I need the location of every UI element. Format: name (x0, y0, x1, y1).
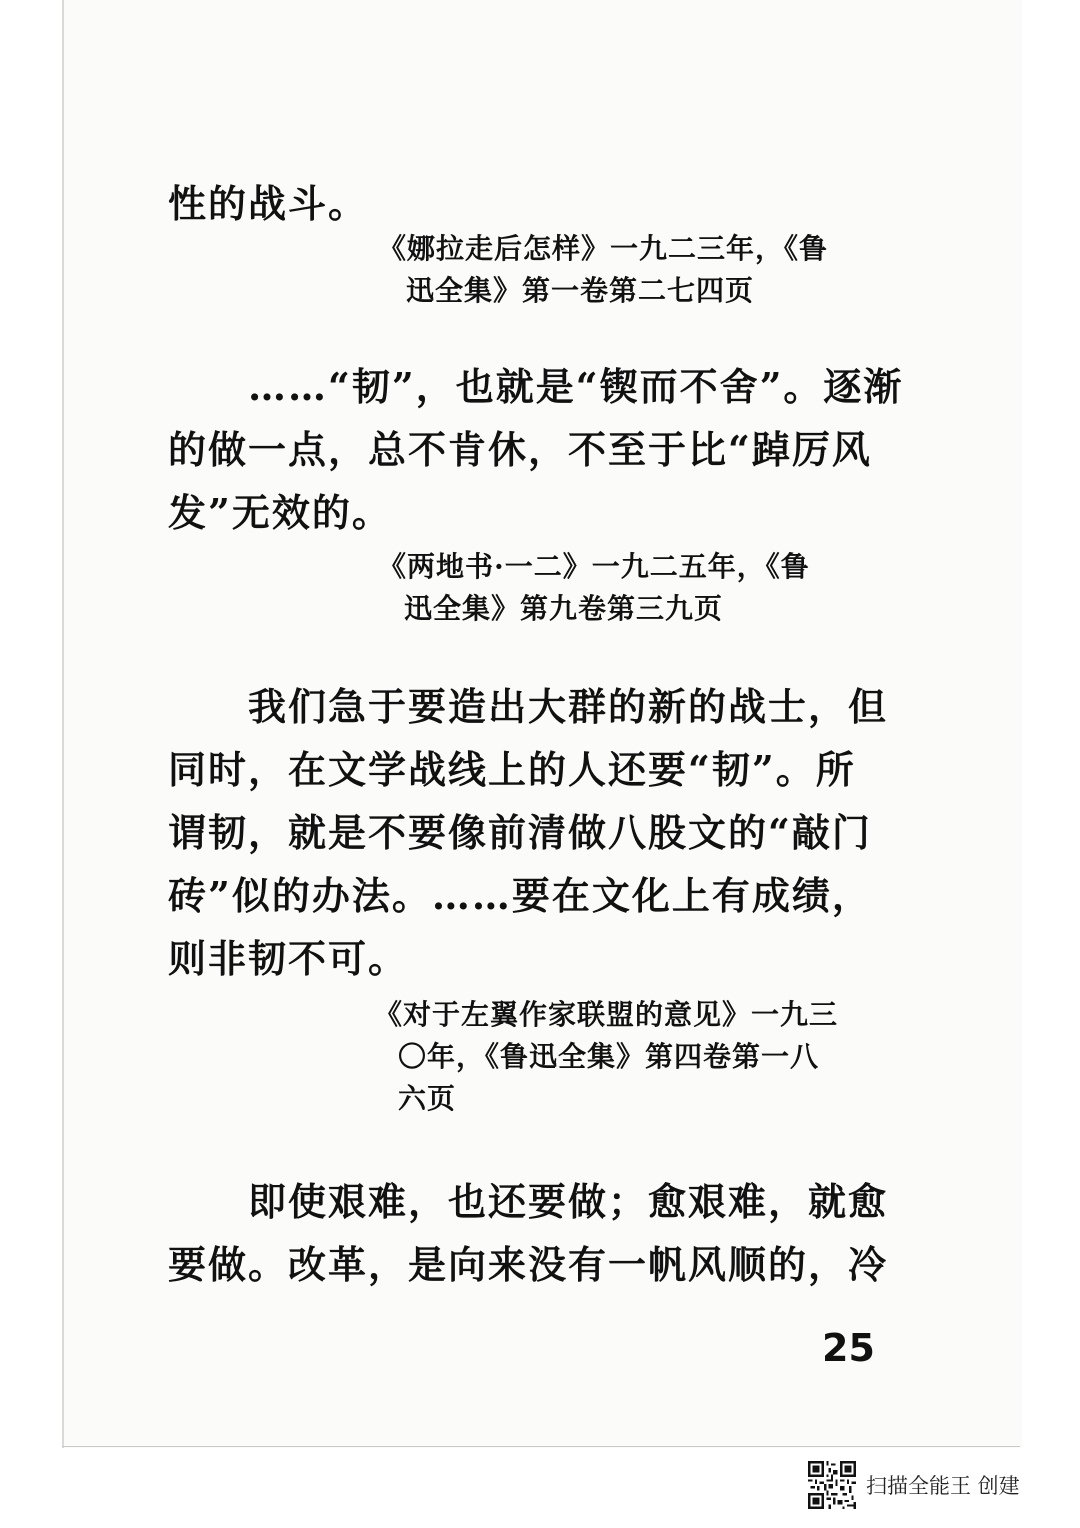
text-line: 要做。改革，是向来没有一帆风顺的，冷 (168, 1242, 889, 1287)
quote-text (168, 172, 908, 235)
watermark-text: 扫描全能王 创建 (866, 1474, 1020, 1498)
citation-line: 迅全集》第九卷第三九页 (404, 592, 724, 625)
page-number: 25 (822, 1326, 875, 1370)
scanner-watermark (808, 1462, 1020, 1508)
quote-text (168, 675, 908, 990)
text-line: 则非韧不可。 (168, 936, 409, 981)
citation-line: 《娜拉走后怎样》一九二三年，《鲁 (378, 232, 829, 265)
text-line: 即使艰难，也还要做；愈艰难，就愈 (248, 1179, 889, 1224)
text-line: 的做一点，总不肯休，不至于比“踔厉风 (168, 427, 872, 472)
text-line: ……“韧”，也就是“锲而不舍”。逐渐 (248, 364, 904, 409)
text-line: 发”无效的。 (168, 490, 392, 535)
citation (374, 994, 874, 1120)
citation-line: 《对于左翼作家联盟的意见》一九三 (374, 998, 839, 1031)
citation (378, 546, 878, 630)
quote-text (168, 1170, 908, 1296)
text-line: 性的战斗。 (168, 181, 369, 226)
citation-line: 迅全集》第一卷第二七四页 (406, 274, 755, 307)
citation (378, 228, 878, 312)
citation-line: 《两地书·一二》一九二五年，《鲁 (378, 550, 810, 583)
page-bottom-edge (62, 1446, 1020, 1447)
citation-line: 〇年，《鲁迅全集》第四卷第一八 (398, 1040, 820, 1073)
text-line: 谓韧，就是不要像前清做八股文的“敲门 (168, 810, 872, 855)
qr-code-icon (808, 1461, 856, 1509)
citation-line: 六页 (398, 1082, 457, 1115)
quote-text (168, 355, 908, 544)
text-line: 砖”似的办法。……要在文化上有成绩， (168, 873, 872, 918)
text-line: 我们急于要造出大群的新的战士，但 (248, 684, 889, 729)
text-line: 同时，在文学战线上的人还要“韧”。所 (168, 747, 856, 792)
